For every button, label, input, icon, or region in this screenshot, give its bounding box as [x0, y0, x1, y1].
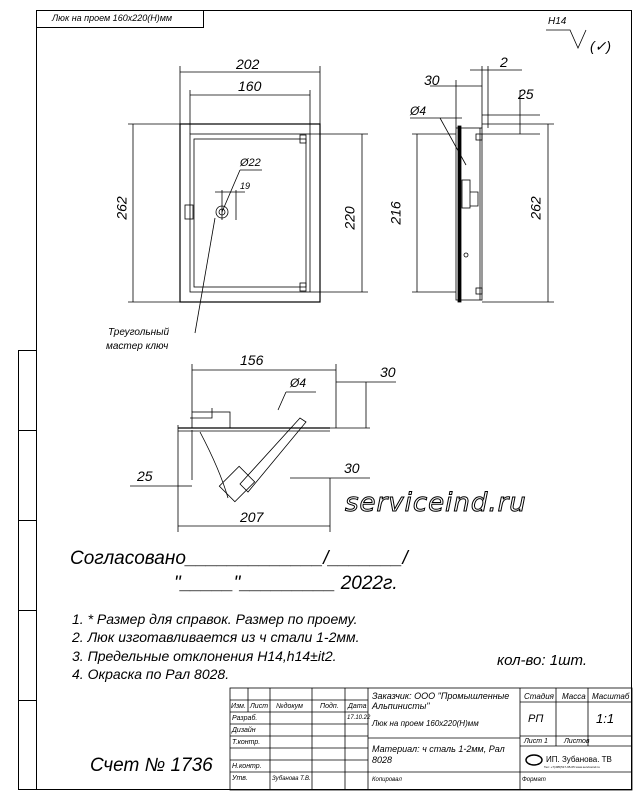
col-list: Лист	[250, 703, 269, 710]
roughness-mark: H14	[548, 16, 567, 27]
invoice-number: Счет № 1736	[90, 755, 213, 776]
col-sign: Подп.	[320, 703, 339, 710]
sheet-label: Лист 1	[524, 738, 548, 745]
dim-25-side: 25	[518, 86, 534, 102]
quantity: кол-во: 1шт.	[497, 652, 588, 669]
note-1: 1. * Размер для справок. Размер по проему.	[72, 611, 358, 627]
company-logo-icon	[526, 755, 542, 765]
header-title: Люк на проем 160х220(Н)мм	[52, 13, 173, 23]
dim-25-top: 25	[137, 468, 153, 484]
sheets-label: Листов	[564, 738, 590, 745]
row-utv: Утв.	[232, 775, 248, 782]
row-utv-name: Зубанова Т.В.	[272, 776, 311, 782]
roughness-symbol: (✓)	[590, 38, 612, 54]
roughness-line	[546, 30, 586, 48]
approval-line2: "_____"_________ 2022г.	[174, 573, 398, 594]
dim-30-top-right: 30	[380, 364, 396, 380]
dim-262: 262	[113, 196, 130, 220]
top-view-door	[240, 418, 306, 492]
note-3: 3. Предельные отклонения Н14,h14±it2.	[72, 648, 337, 664]
row-tcontr: Т.контр.	[232, 739, 261, 746]
dim-220: 220	[341, 206, 358, 230]
mass-label: Масса	[562, 692, 586, 701]
dim-pin-side: Ø4	[410, 104, 427, 118]
row-ncontr: Н.контр.	[232, 763, 262, 770]
dim-216: 216	[387, 201, 404, 225]
format-label: Формат	[522, 777, 546, 783]
stage-label: Стадия	[524, 692, 554, 701]
row-design: Дизайн	[232, 727, 256, 734]
scale-label: Масштаб	[592, 692, 630, 701]
stage-value: РП	[528, 713, 544, 725]
material: Материал: ч сталь 1-2мм, Рал 8028	[372, 744, 505, 765]
note-2: 2. Люк изготавливается из ч стали 1-2мм.	[72, 629, 360, 645]
dim-207: 207	[240, 509, 264, 525]
note-4: 4. Окраска по Рал 8028.	[72, 666, 230, 682]
dim-262-side: 262	[527, 196, 544, 220]
front-view-outer	[180, 124, 320, 302]
scale-value: 1:1	[596, 711, 615, 726]
company-name: ИП. Зубанова. ТВ	[546, 755, 612, 764]
col-izm: Изм.	[231, 703, 246, 710]
dim-30-top-inner: 30	[344, 460, 360, 476]
company-sub: Тел: +7(495)517-95-65 www.serviceind.ru	[544, 765, 600, 769]
dim-30-side: 30	[424, 72, 440, 88]
watermark: serviceind.ru	[345, 488, 527, 518]
customer: Заказчик: ООО "Промышленные Альпинисты"	[372, 691, 510, 711]
product-name: Люк на проем 160х220(Н)мм	[372, 719, 479, 728]
latch	[185, 205, 193, 219]
key-note-line2: мастер ключ	[106, 341, 169, 352]
row-razrab: Разраб.	[232, 715, 258, 722]
dim-160: 160	[238, 78, 262, 94]
top-view-lock	[192, 412, 230, 428]
approval-line1: Согласовано_____________/_______/	[70, 548, 408, 569]
dim-156: 156	[240, 352, 264, 368]
copied-label: Копировал	[372, 777, 402, 783]
col-doc: №докум	[276, 703, 303, 710]
key-note-line1: Треугольный	[108, 327, 170, 338]
dim-202: 202	[236, 56, 260, 72]
row-razrab-date: 17.10.22	[347, 715, 371, 721]
dim-pin-top: Ø4	[290, 376, 307, 390]
dim-19: 19	[240, 181, 251, 191]
dim-2: 2	[500, 54, 508, 70]
col-date: Дата	[348, 703, 367, 710]
dim-hole: Ø22	[240, 157, 261, 169]
